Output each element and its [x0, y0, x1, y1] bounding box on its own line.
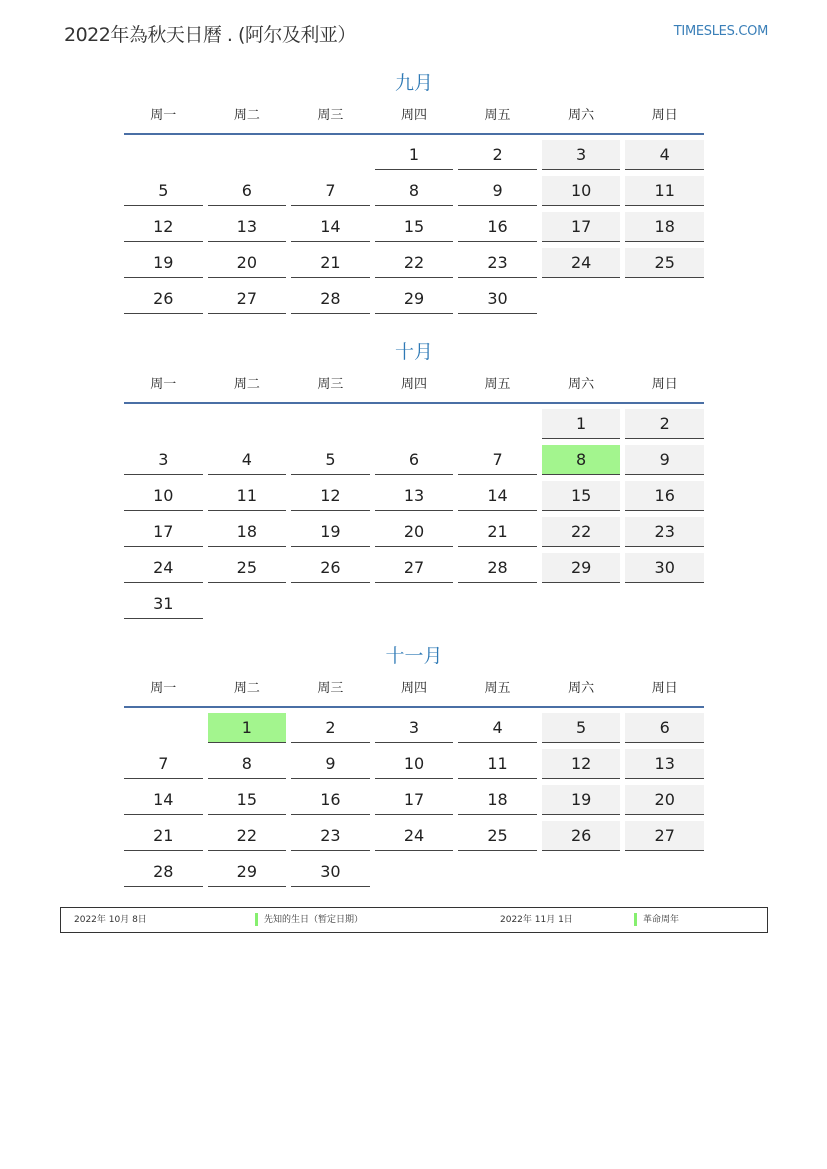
day-cell: 4 — [625, 140, 704, 170]
day-cell: 13 — [208, 212, 287, 242]
day-cell: 22 — [208, 821, 287, 851]
day-cell: 4 — [208, 445, 287, 475]
day-cell: 28 — [124, 857, 203, 887]
day-cell: 5 — [291, 445, 370, 475]
day-cell: 24 — [124, 553, 203, 583]
empty-day-cell — [291, 140, 370, 170]
day-cell: 9 — [458, 176, 537, 206]
weekday-header-row — [124, 377, 704, 404]
day-cell: 30 — [291, 857, 370, 887]
day-cell: 7 — [291, 176, 370, 206]
weekday-label: 周四 — [400, 681, 427, 696]
empty-day-cell — [208, 409, 287, 439]
empty-day-cell — [458, 409, 537, 439]
day-cell: 30 — [458, 284, 537, 314]
weekday-label: 周日 — [651, 681, 678, 696]
day-cell: 14 — [124, 785, 203, 815]
empty-day-cell — [124, 713, 203, 743]
day-cell: 17 — [542, 212, 621, 242]
page-title: 2022年為秋天日曆 . (阿尔及利亚） — [64, 24, 356, 46]
day-cell: 17 — [124, 517, 203, 547]
month-november — [124, 643, 704, 893]
day-cell: 26 — [291, 553, 370, 583]
weekday-label: 周五 — [484, 681, 511, 696]
day-cell: 29 — [542, 553, 621, 583]
weekday-header-row — [124, 681, 704, 708]
weekday-label: 周日 — [651, 377, 678, 392]
day-cell: 20 — [375, 517, 454, 547]
legend-date: 2022年 11月 1日 — [500, 915, 573, 925]
empty-day-cell — [124, 409, 203, 439]
empty-day-cell — [375, 589, 454, 619]
weekday-label: 周二 — [233, 377, 260, 392]
day-cell: 12 — [124, 212, 203, 242]
day-cell: 3 — [542, 140, 621, 170]
day-cell: 1 — [208, 713, 287, 743]
day-cell: 11 — [458, 749, 537, 779]
day-cell: 23 — [291, 821, 370, 851]
site-brand-link[interactable]: TIMESLES.COM — [673, 24, 768, 39]
day-cell: 15 — [542, 481, 621, 511]
empty-day-cell — [625, 589, 704, 619]
empty-day-cell — [458, 857, 537, 887]
day-cell: 28 — [458, 553, 537, 583]
day-cell: 21 — [291, 248, 370, 278]
weekday-label: 周六 — [568, 377, 595, 392]
day-cell: 9 — [625, 445, 704, 475]
day-cell: 18 — [208, 517, 287, 547]
day-cell: 18 — [625, 212, 704, 242]
weekday-label: 周一 — [150, 108, 177, 123]
day-cell: 18 — [458, 785, 537, 815]
day-cell: 19 — [542, 785, 621, 815]
day-cell: 20 — [208, 248, 287, 278]
weekday-label: 周一 — [150, 377, 177, 392]
day-cell: 28 — [291, 284, 370, 314]
weekday-label: 周五 — [484, 377, 511, 392]
day-cell: 25 — [208, 553, 287, 583]
empty-day-cell — [625, 857, 704, 887]
day-cell: 27 — [375, 553, 454, 583]
day-cell: 19 — [291, 517, 370, 547]
day-cell: 16 — [458, 212, 537, 242]
legend-holiday-name: 先知的生日（暂定日期） — [264, 915, 364, 925]
empty-day-cell — [291, 589, 370, 619]
day-cell: 12 — [542, 749, 621, 779]
day-cell: 23 — [458, 248, 537, 278]
day-cell: 12 — [291, 481, 370, 511]
day-cell: 10 — [124, 481, 203, 511]
empty-day-cell — [542, 589, 621, 619]
weekday-label: 周五 — [484, 108, 511, 123]
day-cell: 22 — [375, 248, 454, 278]
day-cell: 27 — [625, 821, 704, 851]
weekday-label: 周二 — [233, 681, 260, 696]
day-cell: 10 — [542, 176, 621, 206]
day-cell: 6 — [625, 713, 704, 743]
day-cell: 8 — [375, 176, 454, 206]
day-cell: 11 — [208, 481, 287, 511]
day-cell: 5 — [124, 176, 203, 206]
weekday-label: 周日 — [651, 108, 678, 123]
day-grid — [124, 409, 704, 625]
empty-day-cell — [208, 589, 287, 619]
day-cell: 23 — [625, 517, 704, 547]
day-cell: 26 — [124, 284, 203, 314]
day-cell: 3 — [124, 445, 203, 475]
day-cell: 27 — [208, 284, 287, 314]
empty-day-cell — [124, 140, 203, 170]
day-cell: 4 — [458, 713, 537, 743]
day-cell: 17 — [375, 785, 454, 815]
month-october — [124, 339, 704, 625]
empty-day-cell — [625, 284, 704, 314]
day-cell: 29 — [208, 857, 287, 887]
day-cell: 20 — [625, 785, 704, 815]
weekday-label: 周六 — [568, 681, 595, 696]
empty-day-cell — [542, 857, 621, 887]
day-cell: 2 — [291, 713, 370, 743]
day-cell: 21 — [124, 821, 203, 851]
day-cell: 31 — [124, 589, 203, 619]
day-cell: 29 — [375, 284, 454, 314]
holiday-legend — [60, 907, 768, 933]
day-cell: 15 — [208, 785, 287, 815]
day-cell: 13 — [375, 481, 454, 511]
holiday-color-swatch — [634, 913, 637, 926]
day-cell: 1 — [542, 409, 621, 439]
day-cell: 21 — [458, 517, 537, 547]
weekday-label: 周四 — [400, 377, 427, 392]
legend-holiday-name: 革命周年 — [643, 915, 680, 925]
day-cell: 5 — [542, 713, 621, 743]
day-cell: 3 — [375, 713, 454, 743]
empty-day-cell — [542, 284, 621, 314]
day-cell: 16 — [625, 481, 704, 511]
day-cell: 16 — [291, 785, 370, 815]
day-cell: 7 — [458, 445, 537, 475]
weekday-label: 周四 — [400, 108, 427, 123]
day-cell: 10 — [375, 749, 454, 779]
weekday-label: 周三 — [317, 681, 344, 696]
day-cell: 1 — [375, 140, 454, 170]
weekday-label: 周六 — [568, 108, 595, 123]
day-grid — [124, 140, 704, 320]
empty-day-cell — [375, 857, 454, 887]
month-title: 九月 — [394, 72, 433, 94]
day-cell: 8 — [542, 445, 621, 475]
legend-date: 2022年 10月 8日 — [74, 915, 147, 925]
day-cell: 14 — [291, 212, 370, 242]
day-cell: 25 — [458, 821, 537, 851]
day-cell: 14 — [458, 481, 537, 511]
day-cell: 25 — [625, 248, 704, 278]
weekday-header-row — [124, 108, 704, 135]
day-grid — [124, 713, 704, 893]
day-cell: 11 — [625, 176, 704, 206]
holiday-color-swatch — [255, 913, 258, 926]
empty-day-cell — [458, 589, 537, 619]
day-cell: 24 — [542, 248, 621, 278]
month-title: 十一月 — [385, 645, 443, 667]
day-cell: 7 — [124, 749, 203, 779]
day-cell: 13 — [625, 749, 704, 779]
day-cell: 6 — [375, 445, 454, 475]
day-cell: 2 — [458, 140, 537, 170]
weekday-label: 周三 — [317, 377, 344, 392]
weekday-label: 周三 — [317, 108, 344, 123]
weekday-label: 周二 — [233, 108, 260, 123]
empty-day-cell — [291, 409, 370, 439]
day-cell: 24 — [375, 821, 454, 851]
day-cell: 30 — [625, 553, 704, 583]
day-cell: 19 — [124, 248, 203, 278]
empty-day-cell — [208, 140, 287, 170]
day-cell: 9 — [291, 749, 370, 779]
month-september — [124, 70, 704, 320]
empty-day-cell — [375, 409, 454, 439]
weekday-label: 周一 — [150, 681, 177, 696]
day-cell: 22 — [542, 517, 621, 547]
day-cell: 8 — [208, 749, 287, 779]
day-cell: 2 — [625, 409, 704, 439]
month-title: 十月 — [394, 341, 433, 363]
day-cell: 15 — [375, 212, 454, 242]
day-cell: 6 — [208, 176, 287, 206]
day-cell: 26 — [542, 821, 621, 851]
